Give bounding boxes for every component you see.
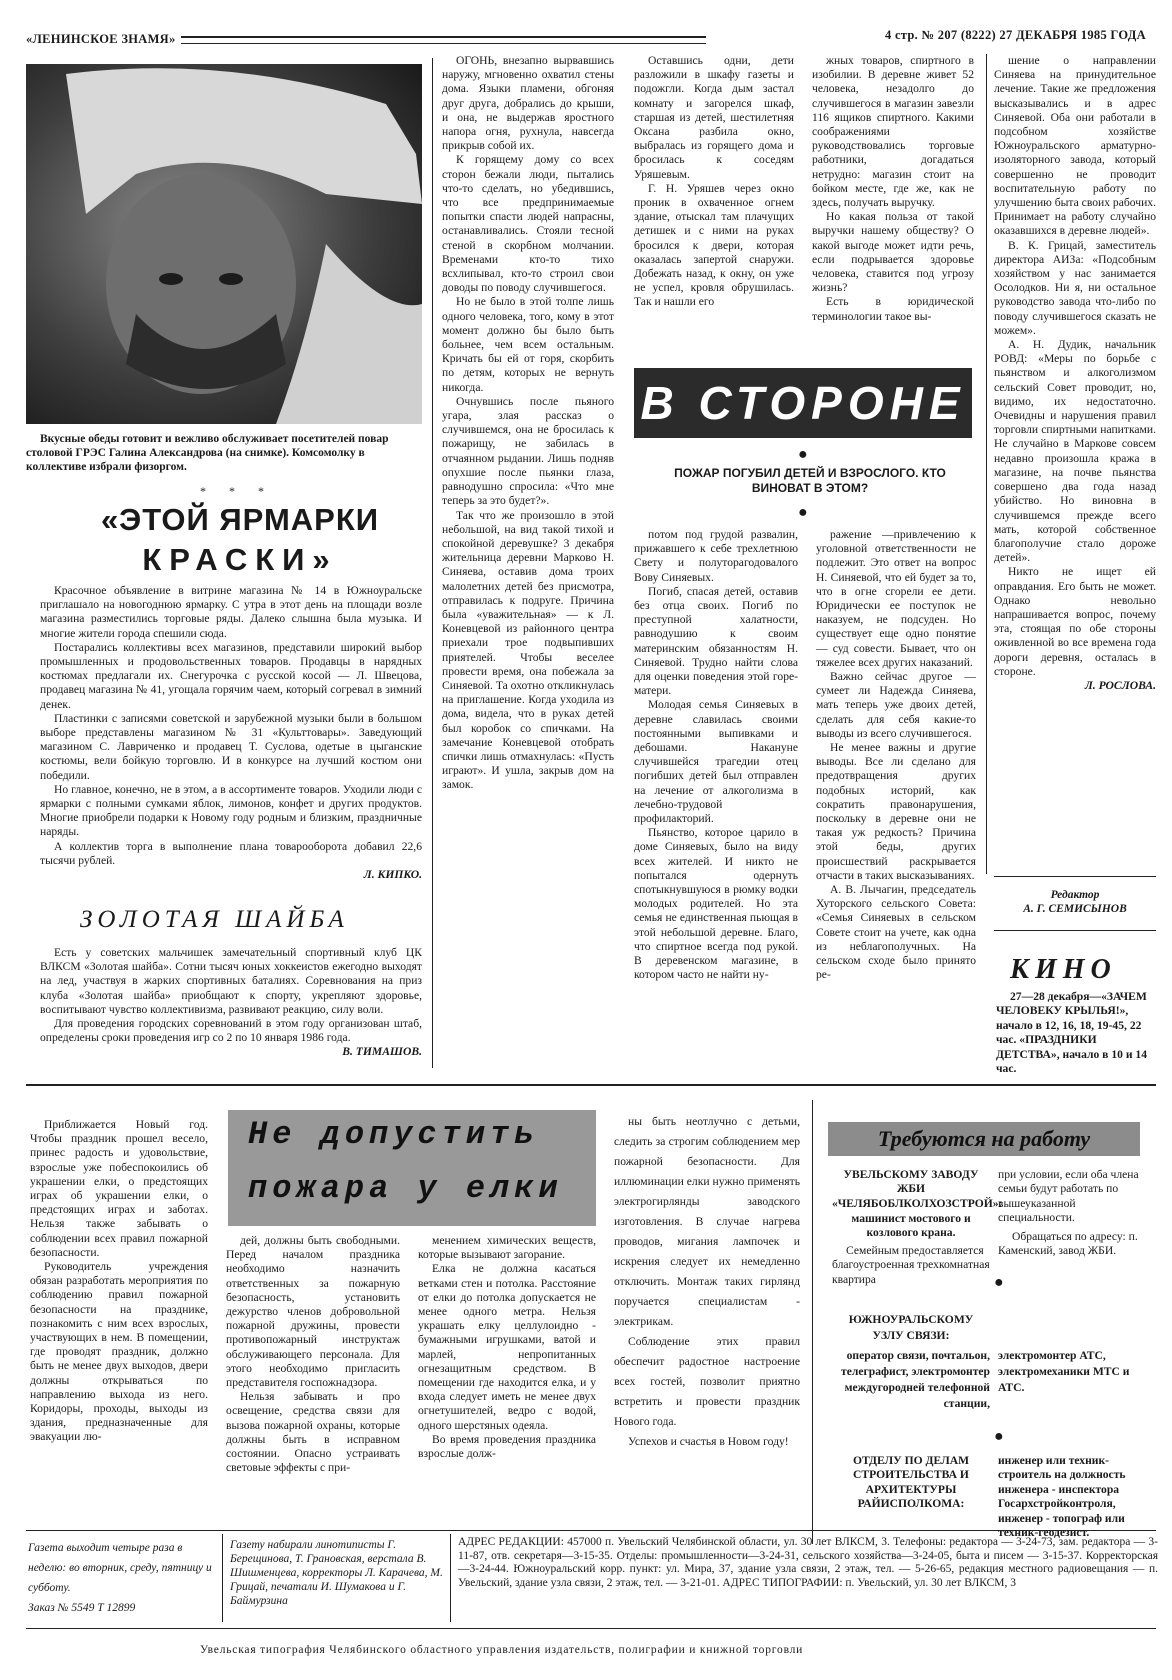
shaiba-headline: ЗОЛОТАЯ ШАЙБА bbox=[80, 906, 349, 933]
paragraph: К горящему дому со всех сторон бежали люди, пытались что-то сделать, но убедившись, что все предпринимаемые попытки спасти людей напрасны, останавливались. Стояли тесной стеной в скорбном молчании. Временами кто-то тихо всхлипывал, кто-то строил свои доводы по поводу случившегося. bbox=[442, 153, 614, 295]
masthead-rule bbox=[181, 36, 706, 44]
paragraph: Есть у советских мальчишек замечательный спортивный клуб ЦК ВЛКСМ «Золотая шайба». Сотни тысяч юных хоккеистов ежегодно выходят на лед, участвуя в жарких спортивных баталиях. Соревнования на приз клуба «Золотая шайба» приобщают к спорту, укрепляют здоровье, воспитывают чувство коллективизма, развивают реакцию, силу воли. bbox=[40, 946, 422, 1016]
fire-signature: Л. РОСЛОВА. bbox=[1084, 678, 1156, 692]
section-divider bbox=[26, 1084, 1156, 1086]
paragraph: Никто не ищет ей оправдания. Его быть не может. Однако невольно напрашивается вопрос, почему эта, стоящая по обе стороны оживленной во все времена года дороги деревня, осталась в стороне. bbox=[994, 565, 1156, 678]
paragraph: жных товаров, спиртного в изобилии. В деревне живет 52 человека, незадолго до случившегося в магазин завезли 116 ящиков спиртного. Какими соображениями руководствовались торговые работники, догадаться нетрудно: магазин стоит на бойком месте, где же, как не здесь, получать выручку. bbox=[812, 54, 974, 210]
paragraph: Красочное объявление в витрине магазина № 14 в Южноуральске приглашало на новогоднюю ярмарку. С утра в этот день на площади возле магазина разместились торговые ряды. Далеко слышна была музыка. И многие жители города спешили сюда. bbox=[40, 584, 422, 640]
paragraph: Не менее важны и другие выводы. Все ли сделано для предотвращения других подобных историй, как сократить правонарушения, поскольку в деревне они не такая уж редкость? Причина этой беды, других происшествий раскрывается отчасти в таких высказываниях. bbox=[816, 741, 976, 882]
photo-cook bbox=[26, 64, 422, 424]
paragraph: Г. Н. Уряшев через окно проник в охваченное огнем здание, отыскал там плачущих детишек и с ними на руках бросился к двери, которая оказалась запертой снаружи. Добежать назад, к окну, он уже не успел, кровля обрушилась. Так и нашли его bbox=[634, 181, 794, 309]
paragraph: Оставшись одни, дети разложили в шкафу газеты и подожгли. Когда дым застал комнату и загорелся шкаф, старшая из детей, шестилетняя Оксана разбила окно, выбралась из горящего дома и бросилась к соседям Уряшевым. bbox=[634, 54, 794, 181]
paragraph: Но какая польза от такой выручки нашему обществу? О какой выгоде может идти речь, если подрывается здоровье человека, ставится под угрозу жизнь? bbox=[812, 210, 974, 295]
editor-rule bbox=[994, 930, 1156, 931]
paragraph: Молодая семья Синяевых в деревне славилась своими постоянными выпивками и дебошами. Накануне случившейся трагедии отец погибших детей был отправлен на лечение от алкоголизма в лечебно-трудовой профилакторий. bbox=[634, 698, 798, 826]
paragraph: Пластинки с записями советской и зарубежной музыки были в большом выборе представлены магазином № 31 «Культтовары». Заведующий магазином С. Лавриченко и продавец Т. Суслова, одетые в цыганские костюмы, вели бойкую торговлю. И в конкурсе на лучший костюм они победили. bbox=[40, 711, 422, 782]
fire-col-4 bbox=[994, 54, 1156, 693]
fire-col-3 bbox=[812, 54, 974, 324]
yarmarka-signature: Л. КИПКО. bbox=[363, 868, 422, 882]
jobs-address-1: Обращаться по адресу: п. Каменский, завод ЖБИ. bbox=[998, 1230, 1138, 1258]
paragraph: потом под грудой развалин, прижавшего к себе трехлетнюю Свету и полуторагодовалого Вову Синяевых. bbox=[634, 528, 798, 584]
elka-headline-line2: пожара у елки bbox=[248, 1170, 563, 1207]
footer-address: АДРЕС РЕДАКЦИИ: 457000 п. Увельский Челябинской области, ул. 30 лет ВЛКСМ, 3. Телефоны: редактора — 3-24-73, зам. редактора — 3-11-87, отв. секретаря—3-15-35. Отделы: промышленности—3-24-31, сельского хозяйства—3-24-05, быта и писем — 3-15-37. Корректорская—3-24-44. Южноуральский корр. пункт: ул. Мира, 37, здание узла связи, 2 этаж, тел. — 5-26-65, редакция местного радиовещания — п. Увельский, здание узла связи, 2 этаж, тел. — 3-21-01. АДРЕС ТИПОГРАФИИ: п. Увельский, ул. 30 лет ВЛКСМ, 3 bbox=[458, 1536, 1158, 1589]
paragraph: Нельзя забывать и про освещение, средства связи для вызова пожарной охраны, которые должны быть в исправном состоянии. Опасно устраивать световые эффекты с при- bbox=[226, 1390, 400, 1475]
shaiba-article bbox=[40, 946, 422, 1060]
jobs-roles-2b: электромонтер АТС, электромеханики МТС и АТС. bbox=[998, 1349, 1130, 1394]
kino-title: КИНО bbox=[1010, 954, 1117, 985]
elka-headline bbox=[228, 1110, 596, 1226]
paragraph: Пьянство, которое царило в доме Синяевых, было на виду всех жителей. И никто не попытался одернуть спотыкнувшуюся в рюмку водки молодых родителей. Но эта семья не единственная пьющая в этой небольшой деревне. Благо, что спиртное всегда под рукой. В деревенском магазине, в котором часто не найти ну- bbox=[634, 826, 798, 982]
issue-info: 4 стр. № 207 (8222) 27 ДЕКАБРЯ 1985 ГОДА bbox=[884, 28, 1146, 42]
jobs-text-1b: при условии, если оба члена семьи будут работать по вышеуказанной специальности. bbox=[998, 1168, 1139, 1225]
paragraph: Во время проведения праздника взрослые долж- bbox=[418, 1432, 596, 1461]
yarmarka-headline-line2: КРАСКИ» bbox=[142, 542, 338, 577]
paragraph: Но не было в этой толпе лишь одного человека, того, кому в этот момент должно бы было быть больнее, чем всем остальным. Кричать бы ей от горя, скорбить по детям, которых не вернуть никогда. bbox=[442, 295, 614, 394]
footer-staff: Газету набирали линотиписты Г. Берещинова, Т. Грановская, верстала В. Шишменцева, корректоры Л. Карачева, М. Грицай, печатали И. Шумакова и Г. Баймурзина bbox=[230, 1539, 443, 1607]
column-rule bbox=[986, 54, 987, 874]
footer-rule bbox=[26, 1628, 1156, 1629]
paragraph: Так что же произошло в этой небольшой, на вид такой тихой и спокойной деревушке? 3 декабря жительница деревни Марково Н. Синяева, оставив дома троих малолетних детей без присмотра, отправилась к подруге. Причина была «уважительная» — к Л. Коневцевой из районного центра приехали трое подвыпивших приятелей. Чтобы веселее провести время, она побежала за Синяевой. Та охотно откликнулась на приглашение. Когда уходила из дома, видела, что в руках детей был коробок со спичками. На замечание Коневцевой отобрать спички лишь отмахнулась: «Пусть играют». И ушла, закрыв дом на замок. bbox=[442, 508, 614, 792]
paragraph: ны быть неотлучно с детьми, следить за строгим соблюдением мер пожарной безопасности. Для иллюминации елки нужно применять электрогирлянды заводского изготовления. В случае нагрева проводов, мигания лампочек и искрения следует их немедленно отключить. Монтаж таких гирлянд поручается специалистам - электрикам. bbox=[614, 1115, 800, 1328]
paragraph: Погиб, спасая детей, оставив без отца своих. Погиб по преступной халатности, равнодушию к своим материнским обязанностям Н. Синяевой. Трудно найти слова для оценки поведения этой горе-матери. bbox=[634, 584, 798, 698]
fire-col-3b bbox=[816, 528, 976, 983]
yarmarka-article bbox=[40, 584, 422, 882]
paragraph: Успехов и счастья в Новом году! bbox=[628, 1435, 789, 1448]
paragraph: дей, должны быть свободными. Перед началом праздника необходимо назначить ответственных за пожарную безопасность, установить дежурство членов добровольной пожарной дружины, провести противопожарный инструктаж обслуживающего персонала. Для этого необходимо пригласить представителя госпожнадзора. bbox=[226, 1234, 400, 1390]
paragraph: ражение —привлечению к уголовной ответственности не подлежит. Это ответ на вопрос Н. Синяевой, что ей будет за то, что в огне сгорели ее дети. Юридически ее поступок не наказуем, не подсуден. Но существует еще одно понятие — суд совести. Бывает, что он тяжелее всех других наказаний. bbox=[816, 528, 976, 669]
photo-caption: Вкусные обеды готовит и вежливо обслуживает посетителей повар столовой ГРЭС Галина Александрова (на снимке). Комсомолку в коллективе избрали физоргом. bbox=[26, 433, 389, 473]
schedule-text: Газета выходит четыре раза в неделю: во вторник, среду, пятницу и субботу. bbox=[28, 1542, 212, 1594]
elka-col-1 bbox=[30, 1118, 208, 1445]
paragraph: Елка не должна касаться ветками стен и потолка. Расстояние от елки до потолка допускается не менее одного метра. Нельзя украшать елку целлулоидно - бумажными игрушками, ватой и марлей, непропитанных огнезащитным средством. В помещении где находится елка, и у входа следует иметь не менее двух огнетушителей, ведро с водой, одного шерстяных одеяла. bbox=[418, 1262, 596, 1432]
yarmarka-headline bbox=[60, 500, 420, 580]
elka-col-4 bbox=[614, 1112, 800, 1452]
column-rule bbox=[432, 58, 433, 1068]
paragraph: А коллектив торга в выполнение плана товарооборота добавил 22,6 тысячи рублей. bbox=[40, 839, 422, 867]
paragraph: Приближается Новый год. Чтобы праздник прошел весело, принес радость и удовольствие, взрослые уже побеспокоились об украшении елки, о предстоящих играх об украшении елки, о предстоящих играх и заботах. Нельзя также забывать о соблюдении всех правил пожарной безопасности. bbox=[30, 1118, 208, 1259]
footer-schedule bbox=[28, 1538, 218, 1618]
separator-stars: * * * bbox=[200, 484, 274, 498]
elka-col-2 bbox=[226, 1234, 400, 1475]
newspaper-name: «ЛЕНИНСКОЕ ЗНАМЯ» bbox=[26, 32, 176, 46]
jobs-headline: Требуются на работу bbox=[828, 1122, 1140, 1156]
jobs-text-1: Семейным предоставляется благоустроенная трехкомнатная квартира bbox=[832, 1244, 990, 1286]
fire-subhead: ПОЖАР ПОГУБИЛ ДЕТЕЙ И ВЗРОСЛОГО. КТО ВИНОВАТ В ЭТОМ? bbox=[674, 466, 946, 495]
jobs-employer-3: ОТДЕЛУ ПО ДЕЛАМ СТРОИТЕЛЬСТВА И АРХИТЕКТУРЫ РАЙИСПОЛКОМА: bbox=[852, 1454, 970, 1511]
paragraph: Важно сейчас другое — сумеет ли Надежда Синяева, мать теперь уже двоих детей, сделать для себя какие-то выводы из всего случившегося. bbox=[816, 670, 976, 740]
column-rule bbox=[222, 1534, 223, 1622]
jobs-employer-2: ЮЖНОУРАЛЬСКОМУ УЗЛУ СВЯЗИ: bbox=[848, 1313, 974, 1342]
elka-headline-line1: Не допустить bbox=[248, 1116, 539, 1153]
bullet: ● bbox=[798, 446, 808, 463]
jobs-employer-1: УВЕЛЬСКОМУ ЗАВОДУ ЖБИ «ЧЕЛЯБОБЛКОЛХОЗСТРОЙ»: bbox=[832, 1168, 1003, 1210]
paragraph: Очнувшись после пьяного угара, злая рассказ о случившемся, она не бросилась к пожарищу, не забилась в отчаянном рыдании. Лишь подняв опухшие после пьянки глаза, равнодушно спросила: «Что мне теперь за это будет?». bbox=[442, 394, 614, 508]
fire-col-1 bbox=[442, 54, 614, 793]
order-number: Заказ № 5549 Т 12899 bbox=[28, 1602, 136, 1614]
bullet: ● bbox=[798, 504, 808, 521]
paragraph: А. В. Лычагин, председатель Хуторского сельского Совета: «Семья Синяевых в сельском Совете стоит на учете, как одна из неблагополучных. На сельском сходе было принято ре- bbox=[816, 883, 976, 982]
paragraph: Руководитель учреждения обязан разработать мероприятия по соблюдению правил пожарной безопасности на празднике, познакомить с ним всех взрослых, участвующих в нем. В помещении, где проводят праздник, должно быть не менее двух выходов, двери должны открываться по направлению выхода из него. Коридоры, проходы, выходы из здания, предназначенные для эвакуации лю- bbox=[30, 1260, 208, 1444]
editor-block bbox=[994, 888, 1156, 916]
paragraph: Есть в юридической терминологии такое вы- bbox=[812, 295, 974, 323]
bullet: ● bbox=[994, 1274, 1004, 1291]
printer-line: Увельская типография Челябинского областного управления издательств, полиграфии и книжной торговли bbox=[200, 1644, 804, 1656]
bullet: ● bbox=[994, 1428, 1004, 1445]
paragraph: Постарались коллективы всех магазинов, представили широкий выбор промышленных и продовольственных товаров. Продавцы в нарядных костюмах предлагали их. Снегурочка с русской косой — Л. Швецова, продавец магазина № 41, угощала горячим чаем, который согревал в зимний денек. bbox=[40, 640, 422, 711]
column-rule bbox=[450, 1534, 451, 1622]
yarmarka-headline-line1: «ЭТОЙ ЯРМАРКИ bbox=[100, 502, 380, 537]
shaiba-signature: В. ТИМАШОВ. bbox=[342, 1045, 422, 1059]
paragraph: Соблюдение этих правил обеспечит радостное настроение всех гостей, позволит приятно встретить и провести праздник Нового года. bbox=[614, 1335, 800, 1428]
elka-col-3 bbox=[418, 1234, 596, 1461]
paragraph: В. К. Грицай, заместитель директора АИЗа: «Подсобным хозяйством у нас занимается Осолодков. Ни я, ни остальное руководство завода что-либо по поводу случившегося сказать не можем». bbox=[994, 238, 1156, 337]
kino-text: 27—28 декабря—«ЗАЧЕМ ЧЕЛОВЕКУ КРЫЛЬЯ!», начало в 12, 16, 18, 19-45, 22 час. «ПРАЗДНИКИ ДЕТСТВА», начало в 10 и 14 час. bbox=[996, 990, 1147, 1076]
paragraph: А. Н. Дудик, начальник РОВД: «Меры по борьбе с пьянством и алкоголизмом сельский Совет проводит, но, видимо, их недостаточно. Очевидны и нарушения правил торговли спиртными напитками. Не случайно в Маркове совсем недавно произошла кража в магазине, на почве пьянства совершено два года назад убийство. Но виновна в случившемся прежде всего мать, которой собственное благополучие стало дороже детей». bbox=[994, 338, 1156, 565]
editor-rule bbox=[994, 876, 1156, 877]
paragraph: менением химических веществ, которые вызывают загорание. bbox=[418, 1234, 596, 1262]
masthead bbox=[26, 28, 1146, 50]
paragraph: шение о направлении Синяева на принудительное лечение. Такие же предложения высказывались и в адрес Синяевой. Оба они работали в подсобном хозяйстве Южноуральского арматурно-изоляторного завода, который совершенно не проводит воспитательную работу по улучшению быта своих рабочих. Принимает на работу случайно оказавшихся в деревне людей». bbox=[994, 54, 1156, 238]
fire-col-2 bbox=[634, 54, 794, 310]
fire-banner: В СТОРОНЕ bbox=[634, 368, 972, 438]
jobs-roles-2: оператор связи, почтальон, телеграфист, электромонтер междугородней телефонной станции, bbox=[841, 1349, 990, 1410]
jobs-roles-3: инженер или техник-строитель на должность инженера - инспектора Госархстройконтроля, инженер - топограф или техник-геодезист. bbox=[998, 1454, 1126, 1540]
paragraph: Для проведения городских соревнований в этом году организован штаб, определены сроки проведения игр со 2 по 10 января 1986 года. bbox=[40, 1017, 422, 1045]
paragraph: ОГОНЬ, внезапно вырвавшись наружу, мгновенно охватил стены дома. Языки пламени, обгоняя друг друга, добрались до крыши, и она, не выдержав яростного напора огня, рухнула, навсегда прикрыв собой их. bbox=[442, 54, 614, 153]
jobs-roles-1: машинист мостового и козлового крана. bbox=[851, 1212, 971, 1240]
column-rule bbox=[812, 1100, 813, 1544]
editor-label: Редактор bbox=[1050, 889, 1100, 901]
editor-name: А. Г. СЕМИСЫНОВ bbox=[1023, 903, 1127, 915]
footer-rule bbox=[26, 1530, 1156, 1531]
paragraph: Но главное, конечно, не в этом, а в ассортименте товаров. Уходили люди с ярмарки с полными сумками яблок, лимонов, конфет и других продуктов. Многие приобрели подарки к Новому году родным и близким, праздничные наряды. bbox=[40, 782, 422, 839]
fire-col-2b bbox=[634, 528, 798, 983]
